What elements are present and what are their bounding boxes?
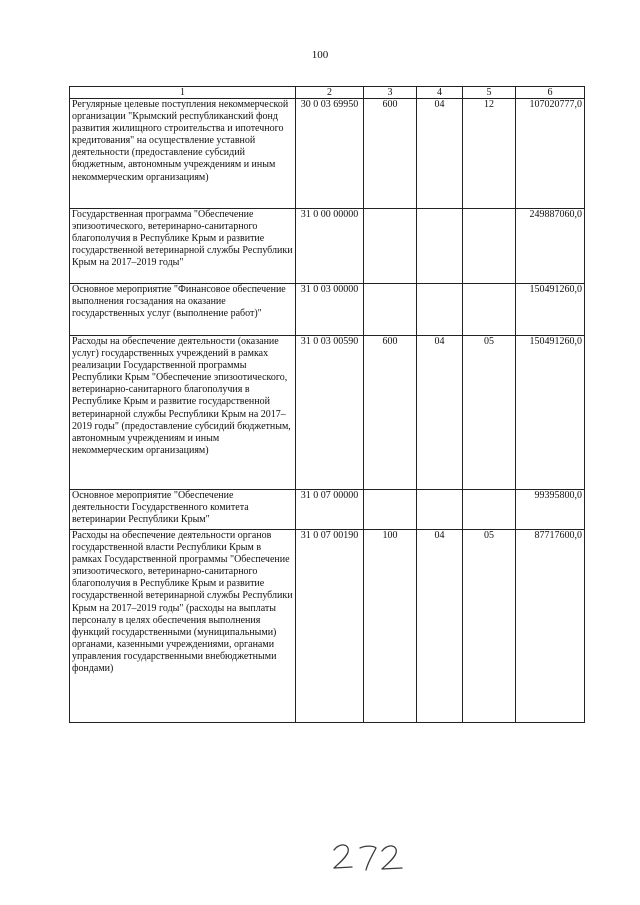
- row-target-code: 31 0 00 00000: [296, 209, 364, 284]
- page-number: 100: [311, 49, 329, 61]
- header-col-1: 1: [70, 87, 296, 99]
- row-section: 04: [417, 336, 463, 490]
- row-expense-type: [364, 490, 417, 530]
- handwritten-page-number-signature: [330, 838, 450, 878]
- row-amount: 150491260,0: [516, 284, 585, 336]
- handwritten-stroke: [360, 846, 376, 870]
- row-expense-type: 100: [364, 530, 417, 723]
- row-section: 04: [417, 530, 463, 723]
- budget-table: [69, 86, 585, 723]
- row-section: [417, 284, 463, 336]
- row-name: Государственная программа "Обеспечение эпизоотического, ветеринарно-санитарного благополучия в Республике Крым и развитие государственной ветеринарной службы Республики Крым на 2017–2019 годы": [70, 209, 296, 284]
- row-subsection: [463, 490, 516, 530]
- table-row: [70, 209, 585, 284]
- header-col-3: 3: [364, 87, 417, 99]
- row-subsection: 05: [463, 530, 516, 723]
- handwritten-stroke: [382, 846, 402, 869]
- row-target-code: 31 0 03 00590: [296, 336, 364, 490]
- header-col-4: 4: [417, 87, 463, 99]
- row-expense-type: 600: [364, 336, 417, 490]
- row-section: 04: [417, 99, 463, 209]
- row-name: Основное мероприятие "Финансовое обеспечение выполнения госзадания на оказание государственных услуг (выполнение работ)": [70, 284, 296, 336]
- row-name: Расходы на обеспечение деятельности (оказание услуг) государственных учреждений в рамках реализации Государственной программы Республики Крым "Обеспечение эпизоотического, ветеринарно-санитарного благополучия в Республике Крым и развитие государственной ветеринарной службы Республики Крым на 2017–2019 годы" (предоставление субсидий бюджетным, автономным учреждениям и иным некоммерческим организациям): [70, 336, 296, 490]
- row-subsection: [463, 209, 516, 284]
- row-amount: 249887060,0: [516, 209, 585, 284]
- handwritten-stroke: [334, 845, 352, 868]
- table-row: [70, 284, 585, 336]
- row-section: [417, 490, 463, 530]
- row-subsection: 12: [463, 99, 516, 209]
- row-amount: 99395800,0: [516, 490, 585, 530]
- row-name: Расходы на обеспечение деятельности органов государственной власти Республики Крым в рамках Государственной программы "Обеспечение эпизоотического, ветеринарно-санитарного благополучия в Республике Крым и развитие государственной ветеринарной службы Республики Крым на 2017–2019 годы" (расходы на выплаты персоналу в целях обеспечения выполнения функций государственными (муниципальными) органами, казенными учреждениями, органами управления государственными внебюджетными фондами): [70, 530, 296, 723]
- table-row: [70, 490, 585, 530]
- table-row: [70, 530, 585, 723]
- row-name: Основное мероприятие "Обеспечение деятельности Государственного комитета ветеринарии Республики Крым": [70, 490, 296, 530]
- row-subsection: [463, 284, 516, 336]
- row-target-code: 31 0 07 00000: [296, 490, 364, 530]
- table-header-row: [70, 87, 585, 99]
- table-row: [70, 99, 585, 209]
- table-row: [70, 336, 585, 490]
- row-subsection: 05: [463, 336, 516, 490]
- header-col-5: 5: [463, 87, 516, 99]
- row-expense-type: 600: [364, 99, 417, 209]
- row-amount: 150491260,0: [516, 336, 585, 490]
- header-col-6: 6: [516, 87, 585, 99]
- row-target-code: 30 0 03 69950: [296, 99, 364, 209]
- row-amount: 87717600,0: [516, 530, 585, 723]
- row-amount: 107020777,0: [516, 99, 585, 209]
- row-name: Регулярные целевые поступления некоммерческой организации "Крымский республиканский фонд развития жилищного строительства и ипотечного кредитования" на осуществление уставной деятельности (предоставление субсидий бюджетным, автономным учреждениям и иным некоммерческим организациям): [70, 99, 296, 209]
- row-target-code: 31 0 07 00190: [296, 530, 364, 723]
- row-target-code: 31 0 03 00000: [296, 284, 364, 336]
- row-section: [417, 209, 463, 284]
- header-col-2: 2: [296, 87, 364, 99]
- row-expense-type: [364, 284, 417, 336]
- row-expense-type: [364, 209, 417, 284]
